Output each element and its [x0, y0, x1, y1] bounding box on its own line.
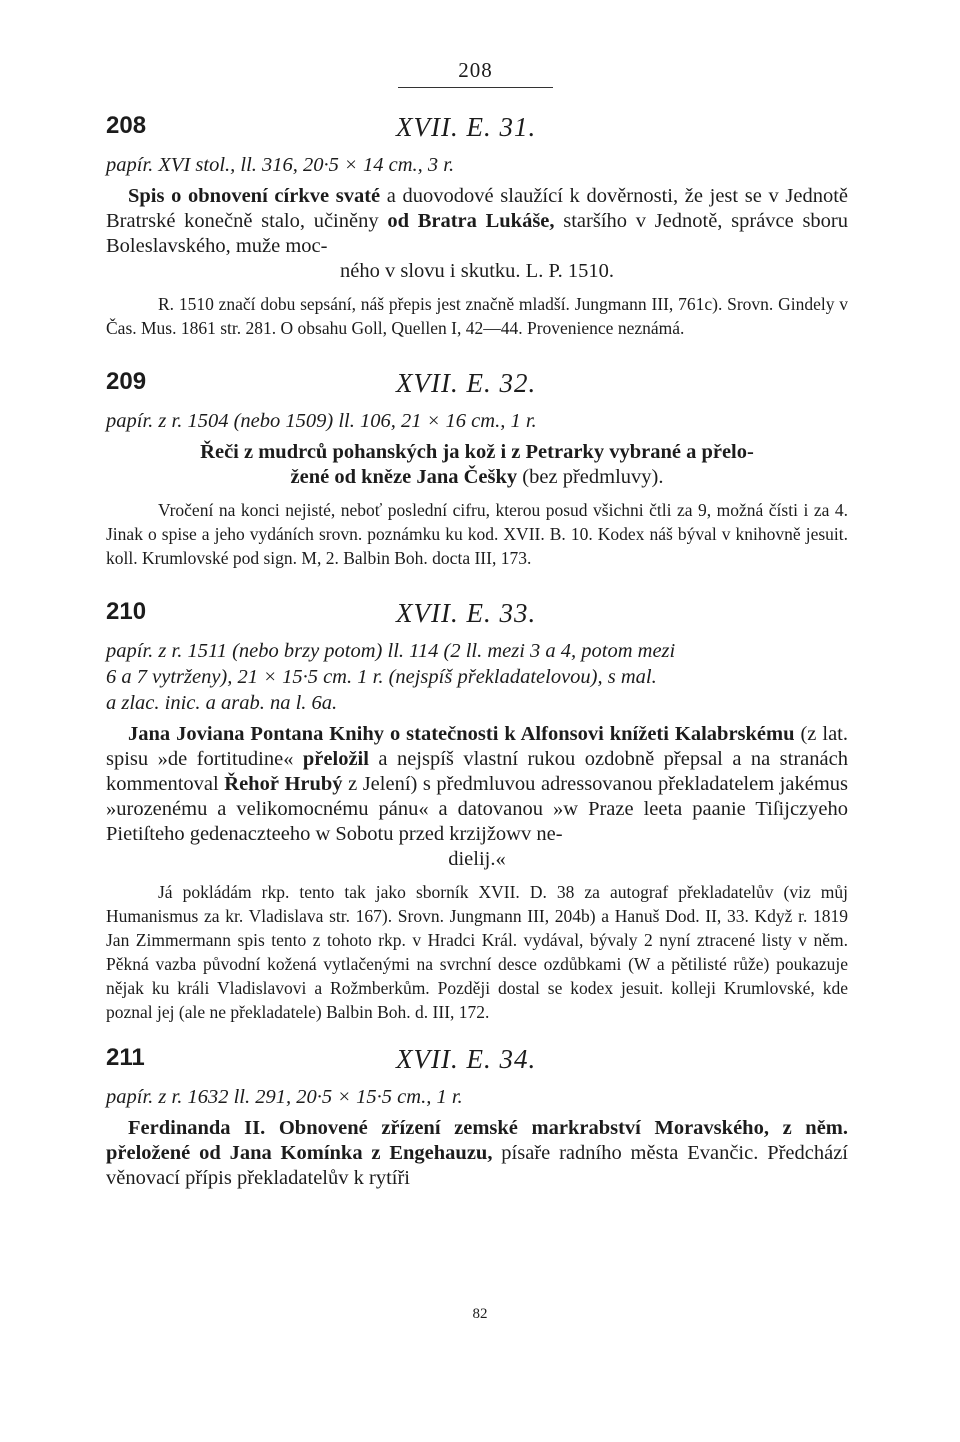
entry-signature: XVII. E. 34.	[396, 1044, 537, 1074]
entry-description: papír. z r. 1504 (nebo 1509) ll. 106, 21 × 16 cm., 1 r.	[106, 410, 537, 432]
entry-title-last-line: ného v slovu i skutku. L. P. 1510.	[340, 260, 614, 282]
entry-note: Já pokládám rkp. tento tak jako sborník XVII. D. 38 za autograf překladatelův (viz můj Humanismus za kr. Vladislava str. 167). Srovn. Jungmann III, 204b) a Hanuš Dod. II, 33. Když r. 1819 Jan Zimmermann spis tento z tohoto rkp. v Hradci Král. vydával, bývaly 2 nyní ztracené listy v něm. Pěkná vazba původní kožená vytlačenými na svrchní desce ozdůbkami (W a pětilisté růže) poukazuje nějak ku králi Vladislavovi a Rožmberkům. Později dostal se kodex jesuit. kolleji Krumlovské, kde poznal jej (ale ne překladatele) Balbin Boh. d. III, 172.	[106, 882, 848, 1022]
title-bold: Ferdinanda II. Obnovené zřízení zemské markrabství Moravského, z něm. přeložené od Jana Komínka z Engehauzu,	[106, 1117, 848, 1164]
title-bold: Řeči z mudrců pohanských ja kož i z Petrarky vybrané a přelo-	[200, 441, 754, 463]
title-bold: přeložil	[302, 748, 369, 770]
title-bold: Řehoř Hrubý	[224, 773, 343, 795]
page-content	[106, 112, 848, 1191]
entry-signature: XVII. E. 32.	[396, 368, 537, 398]
entry-heading	[106, 598, 848, 638]
entry-description-line: papír. z r. 1511 (nebo brzy potom) ll. 114 (2 ll. mezi 3 a 4, potom mezi	[106, 640, 676, 662]
entry-number: 210	[106, 598, 147, 625]
title-text: staršího v Jednotě, správce sboru Boleslavského, muže moc-	[106, 210, 848, 257]
title-text: (z lat. spisu »de fortitudine«	[106, 723, 848, 770]
entry-title	[106, 184, 848, 259]
entry-description: papír. XVI stol., ll. 316, 20·5 × 14 cm., 3 r.	[106, 154, 455, 176]
title-bold: žené od kněze Jana Češky	[290, 466, 518, 488]
entry-number: 208	[106, 112, 147, 139]
entry-note: R. 1510 značí dobu sepsání, náš přepis jest značně mladší. Jungmann III, 761c). Srovn. Gindely v Čas. Mus. 1861 str. 281. O obsahu Goll, Quellen I, 42—44. Provenience neznámá.	[106, 294, 848, 338]
entry-title	[106, 440, 848, 465]
entry-title-last-line: dielij.«	[448, 848, 506, 870]
title-text: z Jelení) s předmluvou adressovanou překladatelem jakémus »urozenému a velikomocnému pánu« a datovanou »w Praze leeta paanie Tiſijczyeho Pietiſteho gedenaczteeho w Sobotu przed krzijžowv ne-	[106, 773, 849, 845]
entry-number: 209	[106, 368, 147, 395]
entry-heading	[106, 112, 848, 152]
entry-description: papír. z r. 1632 ll. 291, 20·5 × 15·5 cm., 1 r.	[106, 1086, 463, 1108]
entry-signature: XVII. E. 31.	[396, 112, 537, 142]
entry-signature: XVII. E. 33.	[396, 598, 537, 628]
entry-210	[106, 598, 848, 1024]
title-bold: od Bratra Lukáše,	[387, 210, 555, 232]
entry-heading	[106, 368, 848, 408]
title-text: a nejspíš vlastní rukou ozdobně přepsal a na stranách kommentoval	[106, 748, 848, 795]
entry-208	[106, 112, 848, 340]
entry-description-line: a zlac. inic. a arab. na l. 6a.	[106, 692, 338, 714]
entry-note: Vročení na konci nejisté, neboť poslední cifru, kterou posud všichni čtli za 9, možná čísti i za 4. Jinak o spise a jeho vydáních srovn. poznámku ku kod. XVII. B. 10. Kodex náš býval v knihovně jesuit. koll. Krumlovské pod sign. M, 2. Balbin Boh. docta III, 173.	[106, 500, 848, 568]
title-text: (bez předmluvy).	[517, 466, 664, 488]
entry-title	[106, 1116, 848, 1191]
entry-number: 211	[106, 1044, 145, 1071]
title-text: a duovodové slaužící k dověrnosti, že jest se v Jednotě Bratrské konečně stalo, učiněny	[106, 185, 849, 232]
entry-description-line: 6 a 7 vytrženy), 21 × 15·5 cm. 1 r. (nejspíš překladatelovou), s mal.	[106, 666, 657, 688]
entry-title-last-line	[106, 465, 848, 490]
title-bold: Jana Joviana Pontana Knihy o statečnosti k Alfonsovi knížeti Kalabrskému	[128, 723, 795, 745]
running-head-page-number: 208	[398, 58, 553, 88]
entry-211	[106, 1044, 848, 1191]
folio-number: 82	[472, 1306, 488, 1322]
title-bold: Spis o obnovení církve svaté	[128, 185, 381, 207]
title-text: písaře radního města Evančic. Předchází věnovací přípis překladatelův k rytíři	[106, 1142, 849, 1189]
entry-209	[106, 368, 848, 570]
entry-title	[106, 722, 848, 847]
entry-heading	[106, 1044, 848, 1084]
